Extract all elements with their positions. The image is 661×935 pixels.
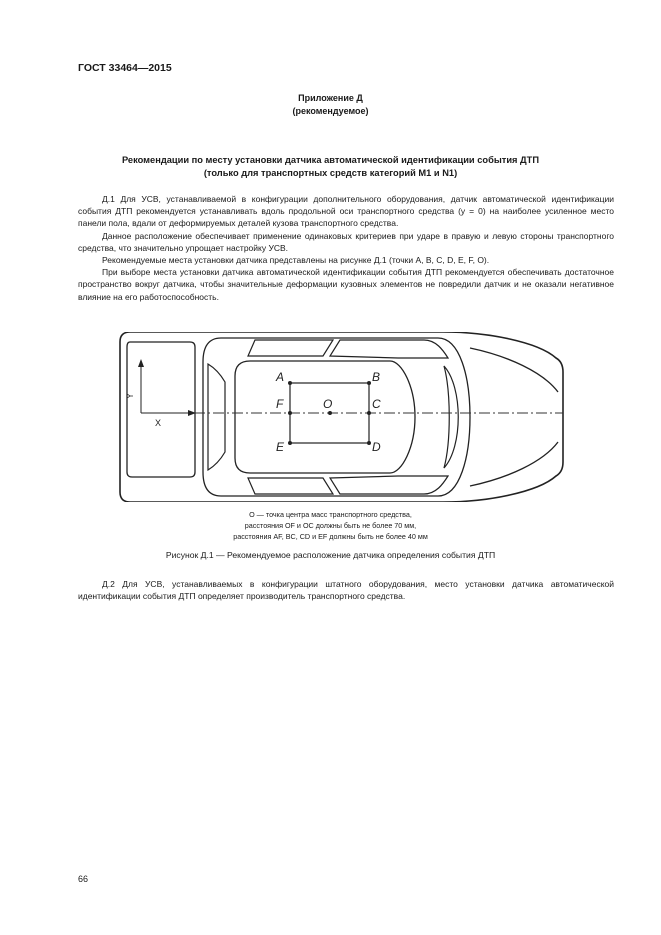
section-title (60, 154, 601, 180)
axis-label-y: Y (125, 392, 135, 399)
car-diagram-svg (118, 332, 568, 502)
paragraph-d1: Д.1 Для УСВ, устанавливаемой в конфигурации дополнительного оборудования, датчик автоматической идентификации события ДТП рекомендуется устанавливать вдоль продольной оси транспортного средства (y = 0) на наиболее усиленное место панели пола, вдали от деформируемых деталей кузова транспортного средства. (78, 194, 614, 229)
section-title-line2: (только для транспортных средств категорий М1 и N1) (203, 168, 458, 178)
windshield (444, 366, 458, 468)
point-a-dot (288, 381, 292, 385)
appendix-subtitle: (рекомендуемое) (292, 106, 369, 116)
figure-note-1: O — точка центра масс транспортного средства, (249, 510, 412, 519)
figure-car-diagram (118, 332, 568, 507)
point-f-dot (288, 411, 292, 415)
point-o-dot (328, 411, 332, 415)
point-label-e: E (276, 440, 285, 454)
appendix-title: Приложение Д (298, 93, 363, 103)
side-window-front-bottom (330, 476, 448, 494)
appendix-heading (0, 92, 661, 118)
section-title-line1: Рекомендации по месту установки датчика автоматической идентификации события ДТП (121, 155, 540, 165)
page-number: 66 (78, 874, 89, 884)
paragraph-clearance: При выборе места установки датчика автоматической идентификации события ДТП рекомендуется обеспечивать достаточное пространство вокруг датчика, чтобы значительные деформации кузовных элементов не повредили датчик и не оказали негативное влияние на его работоспособность. (78, 267, 614, 302)
figure-note-3: расстояния AF, BC, CD и EF должны быть не более 40 мм (233, 532, 428, 541)
rear-window (208, 364, 225, 470)
paragraph-d2: Д.2 Для УСВ, устанавливаемых в конфигурации штатного оборудования, место установки датчика автоматической идентификации события ДТП определяет производитель транспортного средства. (78, 579, 614, 602)
side-window-rear-top (248, 340, 333, 356)
hood-line-bottom (470, 442, 558, 486)
side-window-front-top (330, 340, 448, 358)
axis-label-x: X (155, 418, 162, 428)
point-label-c: C (372, 397, 381, 411)
point-label-d: D (372, 440, 381, 454)
roof-inner-outline (235, 361, 415, 473)
y-axis-arrow (138, 359, 144, 367)
point-label-b: B (372, 370, 381, 384)
point-label-f: F (276, 397, 284, 411)
document-header: ГОСТ 33464—2015 (78, 62, 172, 74)
body-text-d2-block (78, 578, 614, 602)
point-b-dot (367, 381, 371, 385)
point-label-o: O (323, 397, 333, 411)
point-label-a: A (276, 370, 285, 384)
figure-caption: Рисунок Д.1 — Рекомендуемое расположение датчика определения события ДТП (165, 550, 496, 560)
figure-note-2: расстояния OF и OC должны быть не более 70 мм, (244, 521, 417, 530)
paragraph-symmetry: Данное расположение обеспечивает применение одинаковых критериев при ударе в правую и левую стороны транспортного средства, что значительно упрощает настройку УСВ. (78, 230, 614, 253)
trunk-panel (127, 342, 195, 477)
body-text-d1-block (78, 193, 614, 303)
point-e-dot (288, 441, 292, 445)
side-window-rear-bottom (248, 478, 333, 494)
paragraph-figure-ref: Рекомендуемые места установки датчика представлены на рисунке Д.1 (точки A, B, C, D, E, F, O). (102, 255, 490, 266)
point-d-dot (367, 441, 371, 445)
hood-line-top (470, 348, 558, 392)
figure-notes (0, 509, 661, 542)
point-c-dot (367, 411, 371, 415)
